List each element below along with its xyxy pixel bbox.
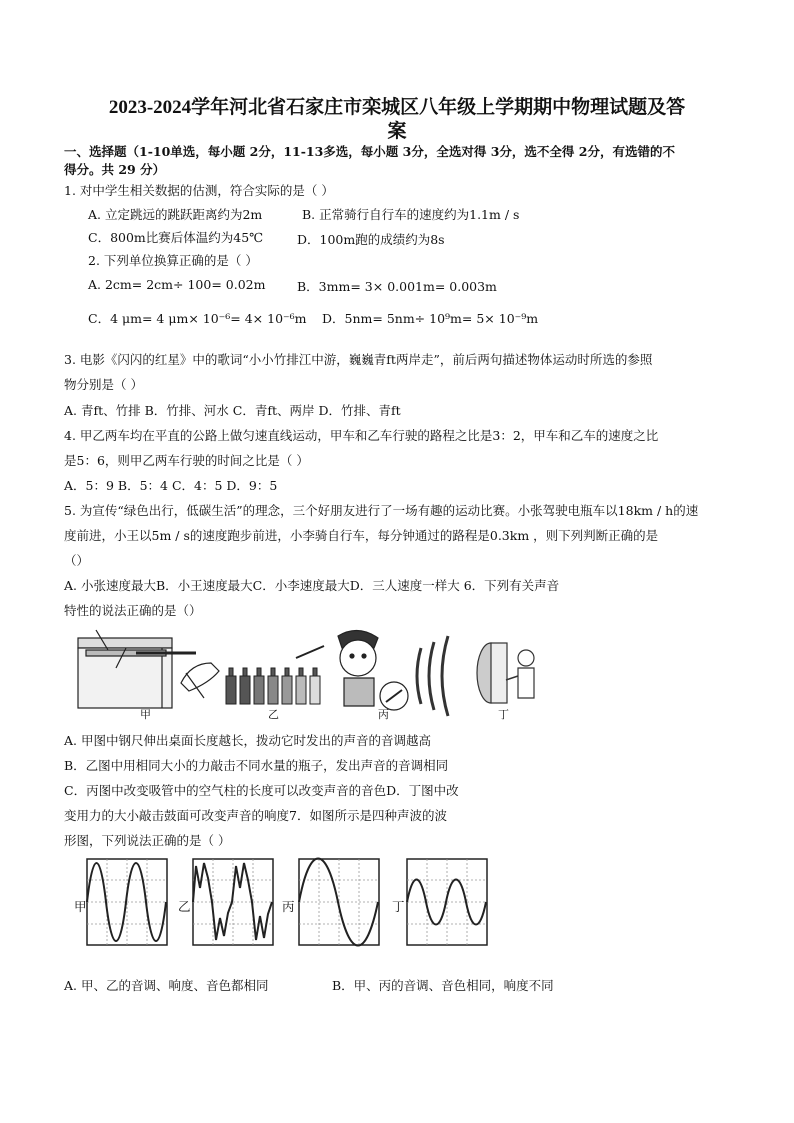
q7-stem: 形图，下列说法正确的是（ ）	[64, 833, 231, 848]
figure-ding-drum	[417, 636, 534, 716]
q2-option-d: D．5nm= 5nm÷ 10⁹m= 5× 10⁻⁹m	[322, 311, 539, 326]
figure-label-jia: 甲	[140, 708, 151, 721]
section-header-line2: 得分。共 29 分）	[64, 162, 166, 177]
waveform-ding	[406, 858, 488, 946]
q7-option-a: A. 甲、乙的音调、响度、音色都相同	[64, 978, 269, 993]
q5-stem-line2: 度前进，小王以5m / s的速度跑步前进，小李骑自行车，每分钟通过的路程是0.3km ，则下列判断正确的是	[64, 528, 659, 543]
paper-title-line2: 案	[387, 121, 407, 142]
figure-jia-ruler-table	[78, 630, 219, 708]
q1-option-a: A. 立定跳远的跳跃距离约为2m	[88, 207, 263, 222]
q4-stem-line1: 4. 甲乙两车均在平直的公路上做匀速直线运动，甲车和乙车行驶的路程之比是3：2，甲车和乙车的速度之比	[64, 428, 659, 443]
figure-bing-boy-straw	[338, 630, 408, 710]
q3-options: A. 青ft、竹排 B．竹排、河水 C．青ft、两岸 D．竹排、青ft	[64, 403, 401, 418]
q5-stem-line1: 5. 为宣传“绿色出行，低碳生活”的理念，三个好朋友进行了一场有趣的运动比赛。小张驾驶电瓶车以18km / h的速	[64, 503, 699, 518]
q6-option-c: C．丙图中改变吸管中的空气柱的长度可以改变声音的音色D．丁图中改	[64, 783, 459, 798]
q1-option-d: D．100m跑的成绩约为8s	[297, 232, 445, 247]
figure-yi-bottles	[226, 646, 324, 704]
figure-label-ding: 丁	[498, 708, 509, 721]
q5-options: A. 小张速度最大B．小王速度最大C．小李速度最大D．三人速度一样大 6．下列有关声音	[64, 578, 560, 593]
q6-stem: 特性的说法正确的是（）	[64, 603, 202, 618]
section-header-line1: 一、选择题（1-10单选，每小题 2分，11-13多选，每小题 3分，全选对得 3分，选不全得 2分，有选错的不	[64, 144, 675, 159]
waveform-jia	[86, 858, 168, 946]
q6-option-d: 变用力的大小敲击鼓面可改变声音的响度7．如图所示是四种声波的波	[64, 808, 447, 823]
q2-option-a: A. 2cm= 2cm÷ 100= 0.02m	[88, 277, 266, 292]
q2-option-c: C．4 μm= 4 μm× 10⁻⁶= 4× 10⁻⁶m	[88, 311, 307, 326]
figure-label-bing: 丙	[378, 708, 389, 721]
paper-title-line1: 2023-2024学年河北省石家庄市栾城区八年级上学期期中物理试题及答	[108, 97, 686, 118]
q4-stem-line2: 是5：6，则甲乙两车行驶的时间之比是（ ）	[64, 453, 309, 468]
q2-option-b: B．3mm= 3× 0.001m= 0.003m	[297, 279, 497, 294]
wave-label-jia: 甲	[74, 899, 87, 914]
q3-stem-line2: 物分别是（ ）	[64, 377, 143, 392]
wave-label-ding: 丁	[392, 899, 405, 914]
q1-option-c: C．800m比赛后体温约为45℃	[88, 230, 264, 245]
q1-stem: 1. 对中学生相关数据的估测，符合实际的是（ ）	[64, 183, 334, 198]
q3-stem-line1: 3. 电影《闪闪的红星》中的歌词“小小竹排江中游，巍巍青ft两岸走”，前后两句描述物体运动时所选的参照	[64, 352, 653, 367]
wave-label-yi: 乙	[178, 899, 191, 914]
q2-stem: 2. 下列单位换算正确的是（ ）	[88, 253, 258, 268]
q7-option-b: B．甲、丙的音调、音色相同，响度不同	[332, 978, 554, 993]
waveform-bing	[298, 858, 380, 946]
figure-label-yi: 乙	[268, 708, 279, 721]
q6-option-b: B．乙图中用相同大小的力敲击不同水量的瓶子，发出声音的音调相同	[64, 758, 449, 773]
q1-option-b: B. 正常骑行自行车的速度约为1.1m / s	[302, 207, 520, 222]
q4-options: A．5：9 B．5：4 C．4：5 D．9：5	[64, 478, 278, 493]
wave-label-bing: 丙	[282, 899, 295, 914]
q6-option-a: A. 甲图中钢尺伸出桌面长度越长，拨动它时发出的声音的音调越高	[64, 733, 431, 748]
q5-stem-line3: （）	[64, 553, 90, 568]
waveform-yi	[192, 858, 274, 946]
